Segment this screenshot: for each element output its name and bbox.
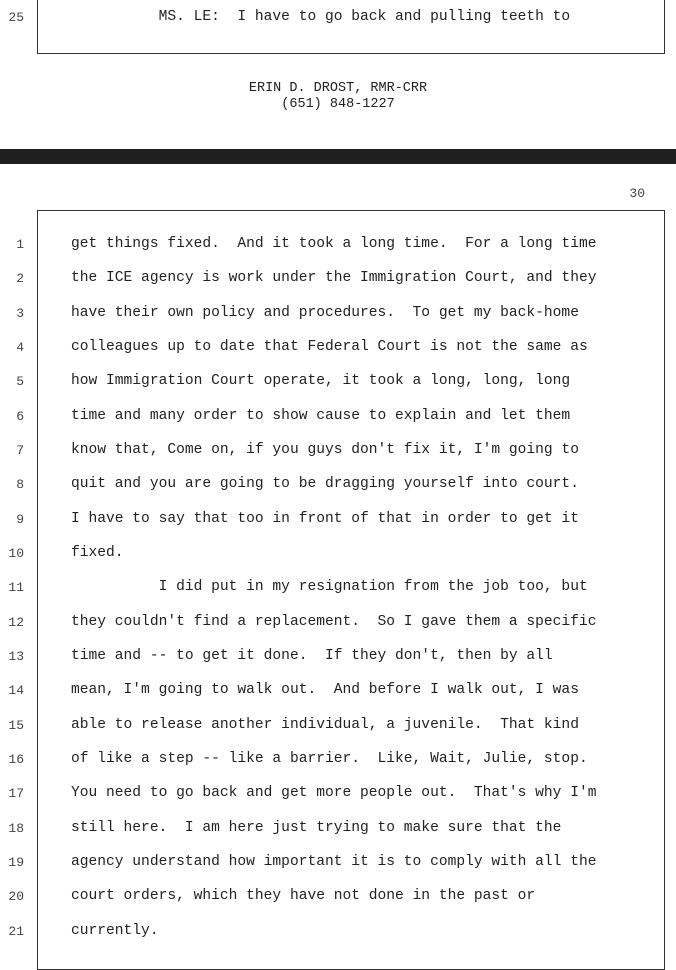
line-number: 5 <box>16 374 24 390</box>
transcript-line: still here. I am here just trying to make sure that the <box>71 819 562 836</box>
line-number: 3 <box>16 305 24 321</box>
transcript-line: the ICE agency is work under the Immigration Court, and they <box>71 270 597 287</box>
transcript-line: MS. LE: I have to go back and pulling teeth to <box>71 9 571 25</box>
line-number: 15 <box>8 717 24 733</box>
transcript-line: fixed. <box>71 544 124 561</box>
transcript-line: I have to say that too in front of that in order to get it <box>71 510 579 527</box>
line-number: 13 <box>8 648 24 664</box>
transcript-line: court orders, which they have not done in the past or <box>71 888 536 905</box>
line-number: 17 <box>8 786 24 802</box>
transcript-line: currently. <box>71 922 159 939</box>
page-divider <box>0 149 676 164</box>
page-number: 30 <box>629 186 645 201</box>
reporter-name: ERIN D. DROST, RMR-CRR <box>248 81 428 96</box>
line-number: 7 <box>16 442 24 458</box>
transcript-line: of like a step -- like a barrier. Like, Wait, Julie, stop. <box>71 750 588 767</box>
line-number: 8 <box>16 477 24 493</box>
line-number: 11 <box>8 580 24 596</box>
line-number: 21 <box>8 923 24 939</box>
line-number: 19 <box>8 854 24 870</box>
line-number: 14 <box>8 683 24 699</box>
transcript-line: agency understand how important it is to comply with all the <box>71 853 597 870</box>
line-number: 1 <box>16 237 24 252</box>
line-number: 25 <box>8 10 24 25</box>
line-number: 20 <box>8 889 24 905</box>
reporter-phone: (651) 848-1227 <box>281 97 395 112</box>
transcript-line: they couldn't find a replacement. So I gave them a specific <box>71 613 597 630</box>
line-number: 18 <box>8 820 24 836</box>
transcript-line: time and many order to show cause to explain and let them <box>71 407 571 424</box>
line-number: 9 <box>16 511 24 527</box>
transcript-line: mean, I'm going to walk out. And before I walk out, I was <box>71 682 579 699</box>
transcript-line: You need to go back and get more people out. That's why I'm <box>71 785 597 802</box>
transcript-line: time and -- to get it done. If they don't, then by all <box>71 647 553 664</box>
transcript-line: I did put in my resignation from the job too, but <box>71 579 588 596</box>
line-number: 12 <box>8 614 24 630</box>
line-number: 4 <box>16 339 24 355</box>
transcript-line: have their own policy and procedures. To get my back-home <box>71 304 579 321</box>
transcript-line: get things fixed. And it took a long time. For a long time <box>71 236 597 252</box>
line-number: 16 <box>8 751 24 767</box>
line-number: 6 <box>16 408 24 424</box>
transcript-line: quit and you are going to be dragging yourself into court. <box>71 476 579 493</box>
transcript-line: able to release another individual, a juvenile. That kind <box>71 716 579 733</box>
transcript-line: know that, Come on, if you guys don't fix it, I'm going to <box>71 441 579 458</box>
transcript-line: how Immigration Court operate, it took a long, long, long <box>71 373 571 390</box>
transcript-line: colleagues up to date that Federal Court is not the same as <box>71 338 588 355</box>
line-number: 10 <box>8 545 24 561</box>
line-number: 2 <box>16 271 24 287</box>
